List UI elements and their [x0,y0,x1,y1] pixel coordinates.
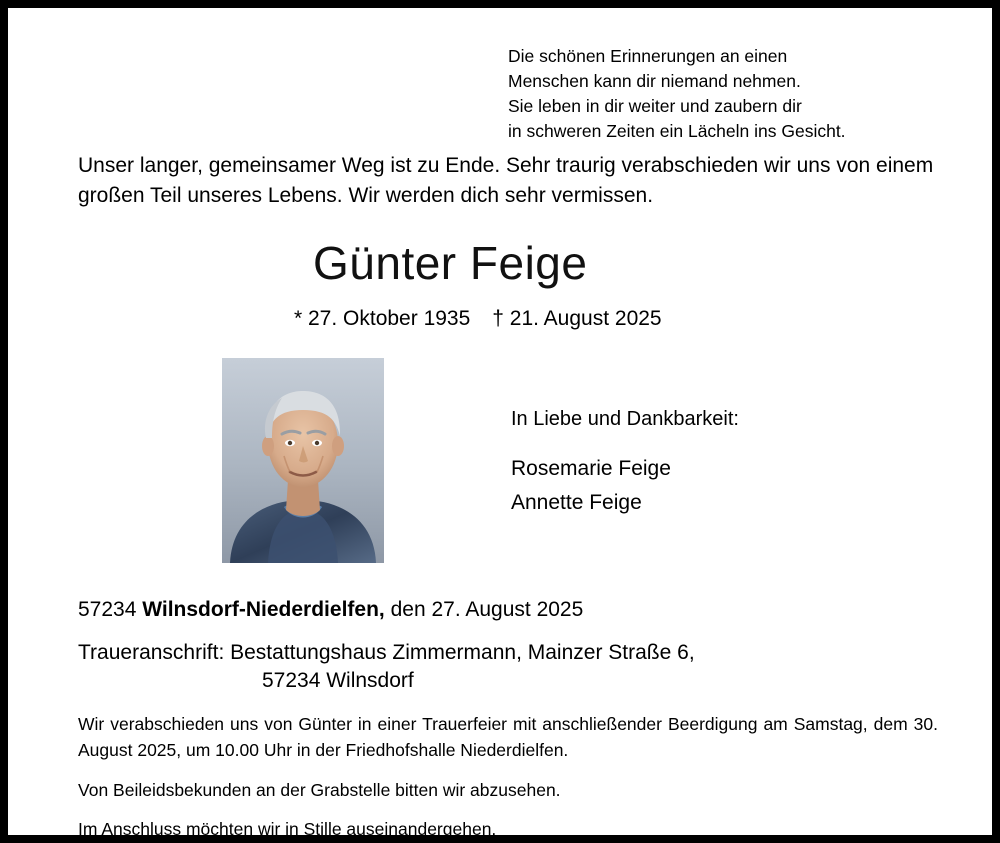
mourners-list [511,452,671,520]
funeral-details [78,711,938,842]
notice-date: 27. August 2025 [431,598,584,621]
condolence-address-label: Traueranschrift: [78,641,225,664]
death-date: † 21. August 2025 [492,307,662,330]
mourner-name: Rosemarie Feige [511,457,671,480]
epitaph-line-3: Sie leben in dir weiter und zaubern dir [508,96,802,117]
epitaph-line-4: in schweren Zeiten ein Lächeln ins Gesicht. [508,121,846,142]
condolence-address-line-1: Bestattungshaus Zimmermann, Mainzer Straße 6, [230,641,695,664]
epitaph-verse [508,44,846,144]
birth-date: * 27. Oktober 1935 [294,307,471,330]
mourners-title: In Liebe und Dankbarkeit: [511,408,739,430]
portrait-photo [222,358,384,563]
date-prefix: den [390,598,426,621]
ceremony-text: Wir verabschieden uns von Günter in einer Trauerfeier mit anschließender Beerdigung am Samstag, dem 30. August 2025, um 10.00 Uhr in der Friedhofshalle Niederdielfen. [78,714,938,761]
epitaph-line-2: Menschen kann dir niemand nehmen. [508,71,801,92]
mourner-name: Annette Feige [511,491,642,515]
life-dates [294,307,662,331]
footer-note-2: Im Anschluss möchten wir in Stille auseinandergehen. [78,818,497,839]
deceased-name: Günter Feige [313,237,588,289]
footer-note-1: Von Beileidsbekunden an der Grabstelle bitten wir abzusehen. [78,779,561,800]
intro-paragraph: Unser langer, gemeinsamer Weg ist zu Ende. Sehr traurig verabschieden wir uns von einem großen Teil unseres Lebens. Wir werden dich sehr vermissen. [78,154,934,208]
epitaph-line-1: Die schönen Erinnerungen an einen [508,46,788,66]
condolence-address-line-2: 57234 Wilnsdorf [262,669,414,693]
postal-code: 57234 [78,598,137,621]
city-name: Wilnsdorf-Niederdielfen, [142,598,385,621]
condolence-address [78,639,695,696]
obituary-card [8,8,992,839]
place-and-date [78,598,583,622]
